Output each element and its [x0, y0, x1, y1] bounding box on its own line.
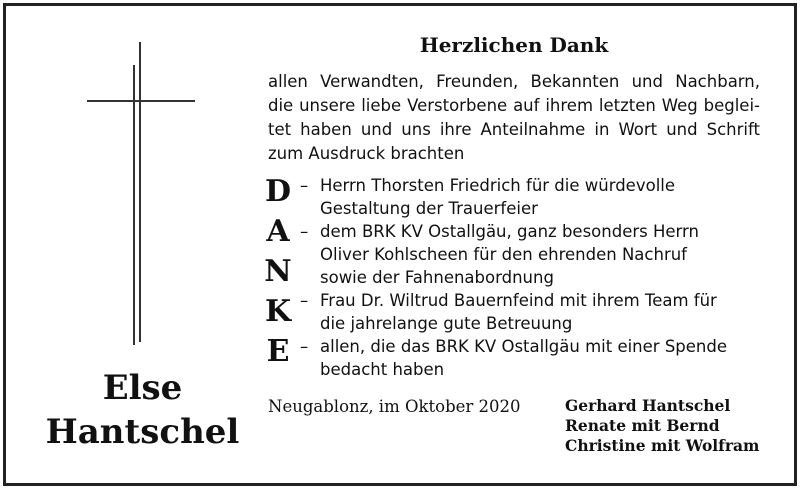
- signer-name: Gerhard Hantschel: [565, 396, 731, 415]
- notice-title: Herzlichen Dank: [419, 33, 609, 57]
- thanks-item: [300, 335, 770, 381]
- deceased-last-name: Hantschel: [45, 412, 240, 452]
- intro-line: tet haben und uns ihre Anteilnahme in Wort und Schrift: [268, 120, 760, 139]
- thanks-item: [300, 289, 770, 335]
- thanks-dash: –: [300, 337, 309, 356]
- deceased-first-name: Else: [102, 368, 183, 408]
- thanks-dash: –: [300, 176, 309, 195]
- thanks-line: bedacht haben: [320, 360, 445, 379]
- danke-letter: D: [264, 174, 291, 209]
- danke-letter: K: [264, 294, 292, 329]
- danke-letter: N: [264, 254, 292, 289]
- thanks-list: [300, 174, 770, 381]
- thanks-line: Oliver Kohlscheen für den ehrenden Nachruf: [320, 245, 687, 264]
- thanks-dash: –: [300, 222, 309, 241]
- intro-line: zum Ausdruck brachten: [268, 144, 465, 163]
- thanks-line: sowie der Fahnenabordnung: [320, 268, 554, 287]
- thanks-line: Herrn Thorsten Friedrich für die würdevolle: [320, 176, 676, 195]
- signer-name: Renate mit Bernd: [565, 416, 720, 435]
- intro-line: allen Verwandten, Freunden, Bekannten und Nachbarn,: [268, 72, 760, 91]
- cross-vertical-beam-shadow: [133, 65, 135, 345]
- thanks-item: [300, 220, 770, 289]
- cross-vertical-beam: [139, 42, 141, 342]
- thanks-line: allen, die das BRK KV Ostallgäu mit einer Spende: [320, 337, 728, 356]
- cross-horizontal-beam: [87, 100, 195, 102]
- deceased-name: [40, 366, 245, 454]
- danke-letter: A: [266, 214, 290, 249]
- danke-letter: E: [266, 334, 290, 369]
- thanks-line: dem BRK KV Ostallgäu, ganz besonders Herrn: [320, 222, 699, 241]
- intro-line: die unsere liebe Verstorbene auf ihrem letzten Weg beglei-: [268, 96, 760, 115]
- thanks-item: [300, 174, 770, 220]
- signers: [565, 396, 785, 456]
- thanks-line: Frau Dr. Wiltrud Bauernfeind mit ihrem Team für: [320, 291, 717, 310]
- thanks-dash: –: [300, 291, 309, 310]
- thanks-line: die jahrelange gute Betreuung: [320, 314, 573, 333]
- intro-text: [268, 70, 760, 166]
- place-date: Neugablonz, im Oktober 2020: [268, 397, 521, 416]
- danke-vertical-word: [258, 172, 298, 372]
- signer-name: Christine mit Wolfram: [565, 436, 760, 455]
- thanks-line: Gestaltung der Trauerfeier: [320, 199, 538, 218]
